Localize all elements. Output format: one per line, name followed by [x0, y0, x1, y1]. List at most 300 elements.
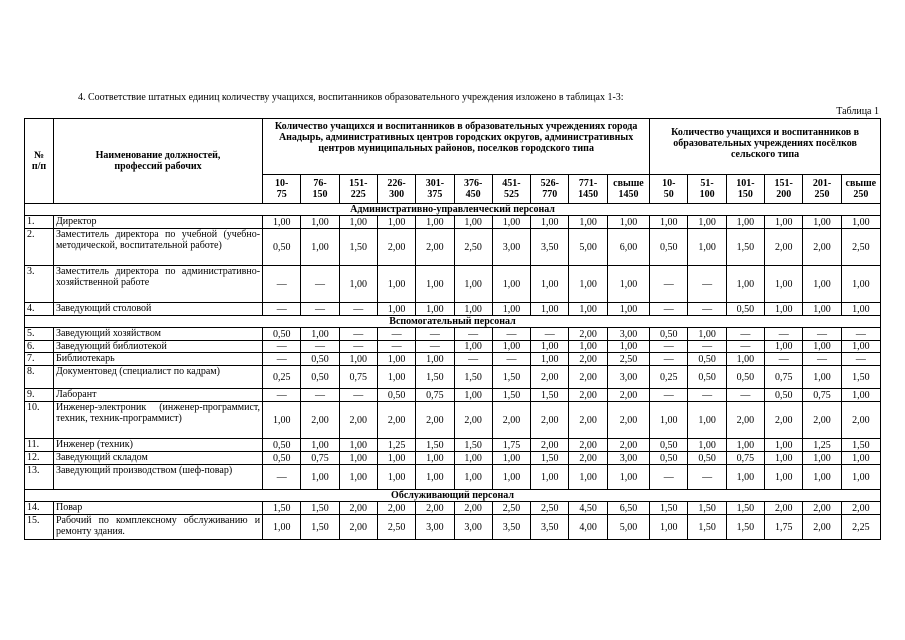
value-cell: 1,00	[650, 216, 688, 229]
value-cell: 1,00	[803, 303, 841, 316]
value-cell: 0,50	[263, 229, 301, 266]
value-cell: 2,00	[531, 439, 569, 452]
value-cell: 1,75	[492, 439, 530, 452]
position-name: Заместитель директора по административно- хозяйственной работе	[53, 266, 262, 303]
value-cell: 1,00	[688, 402, 726, 439]
table-row	[25, 515, 881, 540]
value-cell: 2,00	[377, 502, 415, 515]
value-cell: 1,50	[726, 502, 764, 515]
value-cell: 1,00	[377, 353, 415, 366]
value-cell: 1,75	[765, 515, 803, 540]
value-cell: 1,50	[416, 366, 454, 389]
value-cell: 1,00	[726, 266, 764, 303]
value-cell: 3,00	[492, 229, 530, 266]
value-cell: —	[339, 303, 377, 316]
header-range: 151- 200	[765, 175, 803, 204]
row-number: 13.	[25, 465, 54, 490]
header-range: 10- 75	[263, 175, 301, 204]
table-row	[25, 266, 881, 303]
value-cell: 1,00	[841, 216, 880, 229]
value-cell: 1,00	[765, 341, 803, 353]
value-cell: 0,75	[301, 452, 339, 465]
value-cell: 1,00	[569, 216, 607, 229]
table-caption: Таблица 1	[836, 106, 879, 117]
value-cell: 1,00	[492, 266, 530, 303]
value-cell: 1,00	[339, 266, 377, 303]
value-cell: 1,00	[339, 452, 377, 465]
value-cell: 1,00	[765, 439, 803, 452]
value-cell: 1,00	[301, 216, 339, 229]
table-row	[25, 303, 881, 316]
value-cell: 1,00	[454, 389, 492, 402]
header-range: 301- 375	[416, 175, 454, 204]
value-cell: 0,50	[377, 389, 415, 402]
table-row	[25, 502, 881, 515]
header-position-text: Наименование должностей, профессий рабочих	[95, 150, 221, 172]
value-cell: 0,50	[765, 389, 803, 402]
value-cell: 1,00	[377, 266, 415, 303]
header-range: свыше 250	[841, 175, 880, 204]
value-cell: 1,00	[688, 439, 726, 452]
value-cell: —	[765, 328, 803, 341]
value-cell: 1,00	[607, 341, 649, 353]
value-cell: 1,00	[803, 465, 841, 490]
value-cell: 1,00	[765, 216, 803, 229]
position-name: Заведующий хозяйством	[53, 328, 262, 341]
value-cell: 2,00	[841, 502, 880, 515]
value-cell: 1,50	[650, 502, 688, 515]
value-cell: 1,00	[492, 303, 530, 316]
value-cell: 1,00	[454, 452, 492, 465]
row-number: 6.	[25, 341, 54, 353]
value-cell: 3,50	[531, 515, 569, 540]
value-cell: 1,00	[492, 216, 530, 229]
section-title: Обслуживающий персонал	[25, 490, 881, 502]
value-cell: 2,00	[569, 328, 607, 341]
value-cell: 2,50	[377, 515, 415, 540]
value-cell: —	[492, 328, 530, 341]
row-number: 15.	[25, 515, 54, 540]
section-title: Вспомогательный персонал	[25, 316, 881, 328]
value-cell: 1,50	[531, 389, 569, 402]
value-cell: 2,00	[841, 402, 880, 439]
value-cell: —	[650, 389, 688, 402]
value-cell: 1,00	[607, 216, 649, 229]
value-cell: 1,00	[765, 303, 803, 316]
value-cell: 2,00	[726, 402, 764, 439]
value-cell: 3,50	[492, 515, 530, 540]
section-row	[25, 490, 881, 502]
header-range: 51- 100	[688, 175, 726, 204]
value-cell: 2,50	[492, 502, 530, 515]
value-cell: —	[263, 341, 301, 353]
row-number: 7.	[25, 353, 54, 366]
value-cell: —	[726, 341, 764, 353]
value-cell: 1,00	[301, 465, 339, 490]
value-cell: 0,75	[416, 389, 454, 402]
value-cell: 1,00	[339, 439, 377, 452]
value-cell: 1,00	[339, 353, 377, 366]
value-cell: 1,00	[531, 341, 569, 353]
value-cell: 0,50	[650, 439, 688, 452]
value-cell: 2,00	[301, 402, 339, 439]
value-cell: 0,50	[650, 229, 688, 266]
value-cell: 1,00	[803, 452, 841, 465]
value-cell: —	[301, 389, 339, 402]
table-row	[25, 353, 881, 366]
value-cell: 1,50	[339, 229, 377, 266]
section-title: Административно-управленческий персонал	[25, 204, 881, 216]
position-name: Заведующий складом	[53, 452, 262, 465]
value-cell: 1,00	[650, 515, 688, 540]
value-cell: 2,00	[569, 366, 607, 389]
row-number: 14.	[25, 502, 54, 515]
value-cell: 1,00	[531, 303, 569, 316]
staff-table	[24, 118, 881, 540]
value-cell: 3,00	[607, 328, 649, 341]
value-cell: 2,50	[841, 229, 880, 266]
value-cell: 1,00	[416, 353, 454, 366]
value-cell: 1,00	[688, 229, 726, 266]
value-cell: 1,00	[263, 216, 301, 229]
value-cell: —	[263, 266, 301, 303]
value-cell: —	[803, 353, 841, 366]
value-cell: 1,00	[803, 266, 841, 303]
value-cell: 1,00	[569, 465, 607, 490]
value-cell: 1,00	[263, 515, 301, 540]
value-cell: 2,00	[531, 402, 569, 439]
row-number: 4.	[25, 303, 54, 316]
value-cell: 2,00	[569, 402, 607, 439]
value-cell: 0,25	[650, 366, 688, 389]
value-cell: 1,00	[803, 216, 841, 229]
value-cell: 1,00	[301, 439, 339, 452]
value-cell: 4,50	[569, 502, 607, 515]
value-cell: 2,00	[803, 402, 841, 439]
value-cell: 1,00	[339, 465, 377, 490]
section-row	[25, 204, 881, 216]
header-range: 451- 525	[492, 175, 530, 204]
position-name: Заместитель директора по учебной (учебно-методической, воспитательной работе)	[53, 229, 262, 266]
value-cell: 1,00	[339, 216, 377, 229]
value-cell: 1,50	[841, 366, 880, 389]
value-cell: 2,00	[377, 402, 415, 439]
table-row	[25, 402, 881, 439]
header-group-village: Количество учащихся и воспитанников в образовательных учреждениях посёлков сельского типа	[650, 119, 881, 175]
value-cell: —	[688, 389, 726, 402]
value-cell: 0,50	[650, 452, 688, 465]
value-cell: 6,00	[607, 229, 649, 266]
value-cell: 1,00	[841, 465, 880, 490]
value-cell: 2,00	[765, 402, 803, 439]
value-cell: 1,00	[726, 216, 764, 229]
value-cell: 2,00	[339, 502, 377, 515]
value-cell: —	[263, 353, 301, 366]
table-row	[25, 341, 881, 353]
position-name: Лаборант	[53, 389, 262, 402]
value-cell: 1,00	[377, 465, 415, 490]
value-cell: 2,50	[607, 353, 649, 366]
value-cell: 1,25	[803, 439, 841, 452]
value-cell: 2,00	[454, 402, 492, 439]
value-cell: —	[841, 353, 880, 366]
value-cell: 1,00	[650, 402, 688, 439]
value-cell: 1,00	[569, 341, 607, 353]
value-cell: 1,00	[377, 452, 415, 465]
value-cell: —	[301, 266, 339, 303]
value-cell: 1,00	[688, 216, 726, 229]
value-cell: —	[803, 328, 841, 341]
value-cell: —	[416, 328, 454, 341]
header-range: свыше 1450	[607, 175, 649, 204]
value-cell: —	[650, 341, 688, 353]
value-cell: 1,00	[377, 216, 415, 229]
value-cell: 1,00	[765, 452, 803, 465]
value-cell: 1,00	[569, 266, 607, 303]
value-cell: 0,50	[726, 303, 764, 316]
value-cell: 1,00	[416, 216, 454, 229]
row-number: 3.	[25, 266, 54, 303]
value-cell: 1,00	[377, 303, 415, 316]
value-cell: 1,00	[765, 465, 803, 490]
value-cell: —	[688, 341, 726, 353]
value-cell: 1,00	[841, 452, 880, 465]
value-cell: 1,00	[416, 465, 454, 490]
value-cell: —	[263, 389, 301, 402]
row-number: 11.	[25, 439, 54, 452]
value-cell: —	[688, 266, 726, 303]
value-cell: 1,50	[688, 502, 726, 515]
value-cell: 2,00	[569, 439, 607, 452]
position-name: Заведующий производством (шеф-повар)	[53, 465, 262, 490]
value-cell: 1,00	[607, 465, 649, 490]
table-row	[25, 389, 881, 402]
value-cell: 1,00	[607, 266, 649, 303]
value-cell: 1,00	[726, 353, 764, 366]
value-cell: —	[492, 353, 530, 366]
row-number: 1.	[25, 216, 54, 229]
value-cell: 1,00	[841, 266, 880, 303]
value-cell: 1,00	[301, 328, 339, 341]
value-cell: —	[377, 341, 415, 353]
value-cell: 1,00	[416, 303, 454, 316]
value-cell: 5,00	[607, 515, 649, 540]
position-name: Заведующий столовой	[53, 303, 262, 316]
position-name: Документовед (специалист по кадрам)	[53, 366, 262, 389]
value-cell: 0,50	[688, 353, 726, 366]
value-cell: 1,00	[531, 353, 569, 366]
header-num	[25, 119, 54, 204]
value-cell: 0,50	[688, 452, 726, 465]
value-cell: 0,50	[650, 328, 688, 341]
value-cell: 2,00	[339, 402, 377, 439]
value-cell: 2,50	[454, 229, 492, 266]
value-cell: 0,50	[688, 366, 726, 389]
value-cell: —	[339, 328, 377, 341]
value-cell: 1,00	[765, 266, 803, 303]
value-cell: 1,00	[454, 216, 492, 229]
value-cell: 1,00	[726, 465, 764, 490]
value-cell: 1,50	[301, 515, 339, 540]
value-cell: 2,25	[841, 515, 880, 540]
position-name: Директор	[53, 216, 262, 229]
value-cell: 2,00	[377, 229, 415, 266]
header-range: 201- 250	[803, 175, 841, 204]
value-cell: 1,00	[531, 266, 569, 303]
table-row	[25, 366, 881, 389]
value-cell: 0,25	[263, 366, 301, 389]
value-cell: 2,00	[569, 389, 607, 402]
header-range: 151- 225	[339, 175, 377, 204]
value-cell: 0,75	[339, 366, 377, 389]
value-cell: 1,50	[454, 366, 492, 389]
row-number: 10.	[25, 402, 54, 439]
value-cell: —	[688, 303, 726, 316]
value-cell: 1,00	[531, 216, 569, 229]
value-cell: 1,00	[531, 465, 569, 490]
value-cell: 1,00	[301, 229, 339, 266]
value-cell: 1,00	[263, 402, 301, 439]
value-cell: 1,50	[726, 229, 764, 266]
value-cell: 1,00	[803, 341, 841, 353]
value-cell: 2,00	[803, 515, 841, 540]
header-range: 771- 1450	[569, 175, 607, 204]
value-cell: 1,00	[492, 452, 530, 465]
position-name: Повар	[53, 502, 262, 515]
header-range: 101- 150	[726, 175, 764, 204]
value-cell: 3,50	[531, 229, 569, 266]
table-row	[25, 328, 881, 341]
table-row	[25, 216, 881, 229]
value-cell: 1,00	[454, 266, 492, 303]
value-cell: 0,50	[301, 366, 339, 389]
header-range: 376- 450	[454, 175, 492, 204]
value-cell: —	[765, 353, 803, 366]
value-cell: 1,00	[688, 328, 726, 341]
value-cell: 0,50	[301, 353, 339, 366]
value-cell: 1,50	[531, 452, 569, 465]
value-cell: 2,00	[416, 402, 454, 439]
header-range: 10- 50	[650, 175, 688, 204]
value-cell: —	[650, 465, 688, 490]
value-cell: 2,50	[531, 502, 569, 515]
value-cell: 0,50	[263, 439, 301, 452]
value-cell: —	[688, 465, 726, 490]
value-cell: 2,00	[765, 502, 803, 515]
value-cell: 5,00	[569, 229, 607, 266]
value-cell: 0,50	[726, 366, 764, 389]
table-row	[25, 229, 881, 266]
value-cell: 1,00	[841, 303, 880, 316]
table-row	[25, 465, 881, 490]
table-row	[25, 452, 881, 465]
value-cell: 1,00	[416, 266, 454, 303]
value-cell: 1,50	[841, 439, 880, 452]
value-cell: 2,00	[492, 402, 530, 439]
value-cell: 1,00	[454, 303, 492, 316]
header-range: 526- 770	[531, 175, 569, 204]
value-cell: 0,50	[263, 328, 301, 341]
value-cell: 1,50	[263, 502, 301, 515]
value-cell: 4,00	[569, 515, 607, 540]
value-cell: 1,00	[841, 341, 880, 353]
value-cell: 2,00	[531, 366, 569, 389]
value-cell: 1,00	[841, 389, 880, 402]
position-name: Инженер-электроник (инженер-программист, техник, техник-программист)	[53, 402, 262, 439]
value-cell: 1,00	[803, 366, 841, 389]
value-cell: —	[339, 389, 377, 402]
value-cell: 1,00	[454, 341, 492, 353]
value-cell: 0,75	[726, 452, 764, 465]
value-cell: 2,00	[803, 229, 841, 266]
value-cell: 1,00	[454, 465, 492, 490]
value-cell: 1,50	[416, 439, 454, 452]
value-cell: —	[416, 341, 454, 353]
row-number: 8.	[25, 366, 54, 389]
value-cell: 2,00	[416, 502, 454, 515]
value-cell: 1,00	[726, 439, 764, 452]
row-number: 12.	[25, 452, 54, 465]
value-cell: 2,00	[416, 229, 454, 266]
header-num-text: № п/п	[31, 150, 47, 172]
header-range: 76- 150	[301, 175, 339, 204]
value-cell: 1,00	[492, 465, 530, 490]
value-cell: 1,00	[569, 303, 607, 316]
position-name: Библиотекарь	[53, 353, 262, 366]
value-cell: 6,50	[607, 502, 649, 515]
value-cell: 2,00	[765, 229, 803, 266]
value-cell: —	[726, 328, 764, 341]
value-cell: —	[301, 303, 339, 316]
value-cell: 0,75	[803, 389, 841, 402]
value-cell: 2,00	[569, 452, 607, 465]
value-cell: 1,50	[688, 515, 726, 540]
value-cell: —	[454, 328, 492, 341]
header-position	[53, 119, 262, 204]
value-cell: 0,75	[765, 366, 803, 389]
value-cell: —	[263, 465, 301, 490]
value-cell: 2,00	[803, 502, 841, 515]
value-cell: 1,50	[301, 502, 339, 515]
value-cell: 1,00	[492, 341, 530, 353]
row-number: 9.	[25, 389, 54, 402]
value-cell: 2,00	[607, 439, 649, 452]
value-cell: 1,50	[492, 389, 530, 402]
value-cell: —	[650, 353, 688, 366]
value-cell: 3,00	[416, 515, 454, 540]
value-cell: 1,00	[607, 303, 649, 316]
value-cell: 0,50	[263, 452, 301, 465]
value-cell: 1,50	[726, 515, 764, 540]
value-cell: 2,00	[607, 389, 649, 402]
value-cell: —	[650, 266, 688, 303]
intro-text: 4. Соответствие штатных единиц количеству учащихся, воспитанников образовательного учреждения изложено в таблицах 1-3:	[78, 92, 624, 103]
value-cell: 1,00	[377, 366, 415, 389]
position-name: Инженер (техник)	[53, 439, 262, 452]
position-name: Заведующий библиотекой	[53, 341, 262, 353]
value-cell: —	[726, 389, 764, 402]
section-row	[25, 316, 881, 328]
value-cell: —	[263, 303, 301, 316]
value-cell: —	[377, 328, 415, 341]
value-cell: 1,50	[454, 439, 492, 452]
header-group-city: Количество учащихся и воспитанников в образовательных учреждениях города Анадырь, административных центров городских округов, административных центров муниципальных районов, поселков городского типа	[263, 119, 650, 175]
value-cell: —	[301, 341, 339, 353]
value-cell: 3,00	[454, 515, 492, 540]
value-cell: 1,50	[492, 366, 530, 389]
value-cell: 2,00	[569, 353, 607, 366]
value-cell: —	[454, 353, 492, 366]
